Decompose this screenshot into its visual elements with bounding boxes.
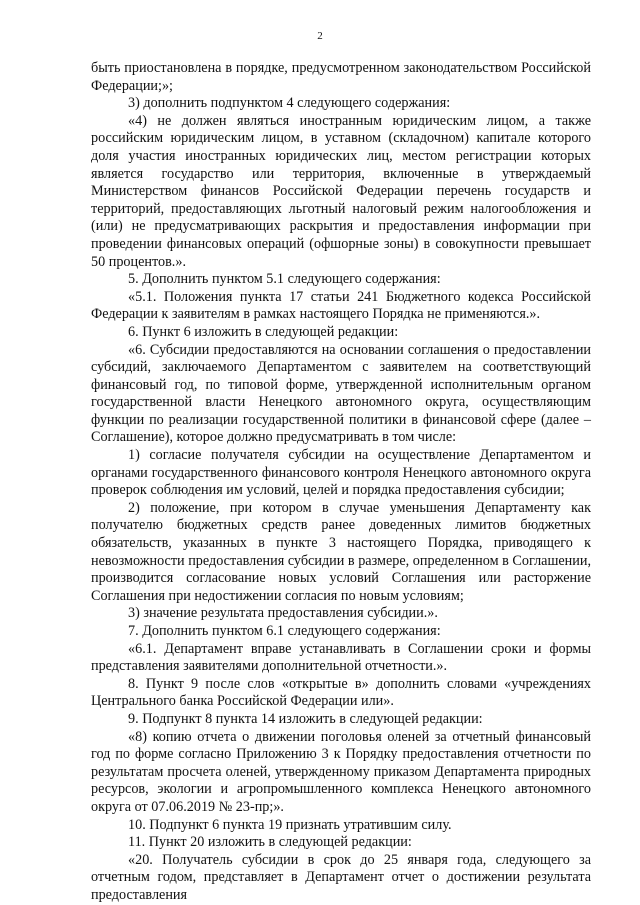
- paragraph: «8) копию отчета о движении поголовья оленей за отчетный финансовый год по форме согласно Приложению 3 к Порядку предоставления отчетности по результатам просчета оленей, утвержденному приказом Департамента природных ресурсов, экологии и агропромышленного комплекса Ненецкого автономного округа от 07.06.2019 № 23-пр;».: [91, 728, 591, 815]
- paragraph: «6. Субсидии предоставляются на основании соглашения о предоставлении субсидий, заключаемого Департаментом с заявителем на соответствующий финансовый год, по типовой форме, утвержденной исполнительным органом государственной власти Ненецкого автономного округа, осуществляющим функции по реализации государственной политики в финансовой сфере (далее – Соглашение), которое должно предусматривать в том числе:: [91, 341, 591, 446]
- paragraph: 5. Дополнить пунктом 5.1 следующего содержания:: [128, 271, 441, 288]
- paragraph: «6.1. Департамент вправе устанавливать в Соглашении сроки и формы представления заявителями дополнительной отчетности.».: [91, 640, 591, 675]
- paragraph: 1) согласие получателя субсидии на осуществление Департаментом и органами государственного финансового контроля Ненецкого автономного округа проверок соблюдения им условий, целей и порядка предоставления субсидии;: [91, 447, 591, 499]
- paragraph: 11. Пункт 20 изложить в следующей редакции:: [128, 834, 412, 851]
- paragraph: 9. Подпункт 8 пункта 14 изложить в следующей редакции:: [128, 710, 483, 727]
- paragraph: «20. Получатель субсидии в срок до 25 января года, следующего за отчетным годом, представляет в Департамент отчет о достижении результата предоставления: [91, 851, 591, 903]
- paragraph: 8. Пункт 9 после слов «открытые в» дополнить словами «учреждениях Центрального банка Российской Федерации или».: [91, 675, 591, 710]
- paragraph: 3) дополнить подпунктом 4 следующего содержания:: [128, 95, 451, 112]
- document-body: [91, 60, 591, 905]
- page-number: 2: [317, 30, 323, 42]
- paragraph: «5.1. Положения пункта 17 статьи 241 Бюджетного кодекса Российской Федерации к заявителям в рамках настоящего Порядка не применяются.».: [91, 288, 591, 323]
- paragraph: 3) значение результата предоставления субсидии.».: [128, 605, 438, 622]
- paragraph: 7. Дополнить пунктом 6.1 следующего содержания:: [128, 623, 441, 639]
- paragraph: 2) положение, при котором в случае уменьшения Департаменту как получателю бюджетных средств ранее доведенных лимитов бюджетных обязательств, указанных в пункте 3 настоящего Порядка, приводящего к невозможности предоставления субсидии в размере, определенном в Соглашении, производится согласование новых условий Соглашения или расторжение Соглашения при недостижении согласия по новым условиям;: [91, 499, 591, 604]
- paragraph: «4) не должен являться иностранным юридическим лицом, а также российским юридическим лицом, в уставном (складочном) капитале которого доля участия иностранных юридических лиц, местом регистрации которых является государство или территория, включенные в утверждаемый Министерством финансов Российской Федерации перечень государств и территорий, предоставляющих льготный налоговый режим налогообложения и (или) не предусматривающих раскрытия и предоставления информации при проведении финансовых операций (офшорные зоны) в совокупности превышает 50 процентов.».: [91, 112, 591, 270]
- paragraph: быть приостановлена в порядке, предусмотренном законодательством Российской Федерации;»;: [91, 60, 591, 94]
- paragraph: 10. Подпункт 6 пункта 19 признать утратившим силу.: [128, 816, 452, 833]
- paragraph: 6. Пункт 6 изложить в следующей редакции:: [128, 323, 399, 340]
